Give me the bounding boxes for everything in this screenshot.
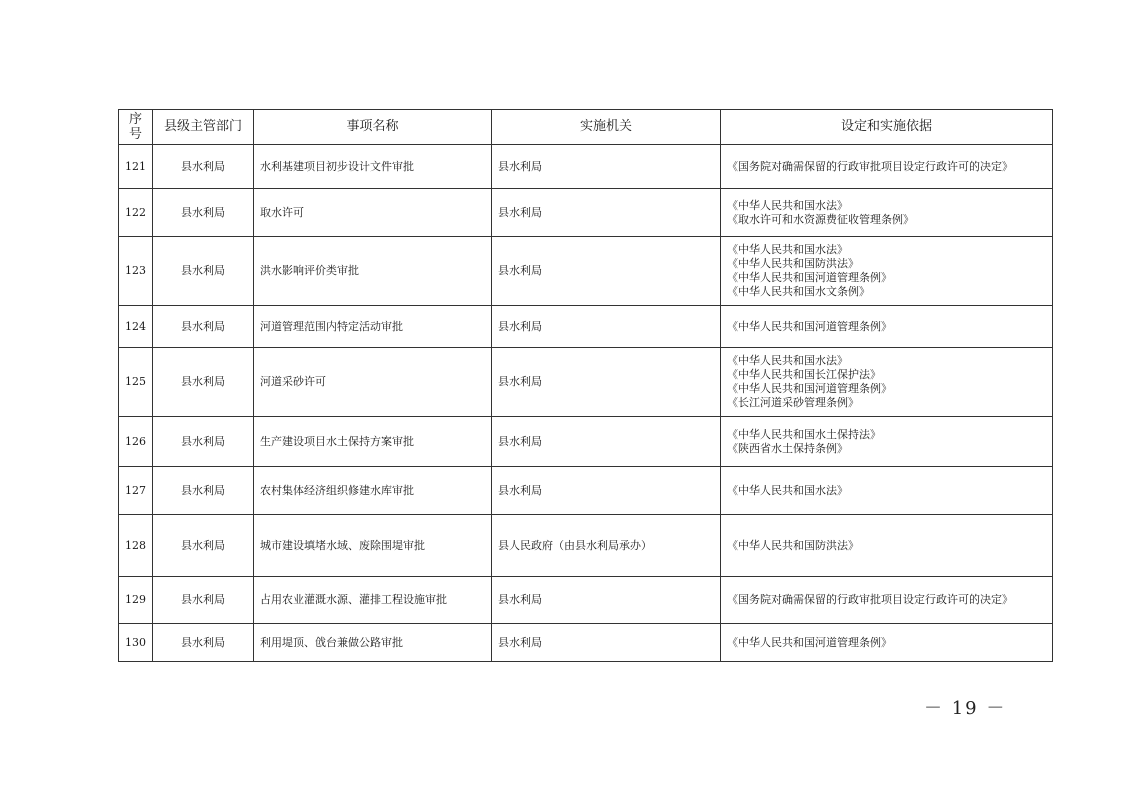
cell-item: 取水许可 — [254, 189, 492, 237]
header-item: 事项名称 — [254, 110, 492, 145]
cell-item: 农村集体经济组织修建水库审批 — [254, 467, 492, 515]
table-row — [119, 306, 1053, 348]
cell-basis — [721, 348, 1053, 417]
basis-line: 《中华人民共和国河道管理条例》 — [727, 635, 892, 649]
cell-dept: 县水利局 — [153, 624, 254, 662]
cell-agency: 县水利局 — [492, 189, 721, 237]
cell-item: 城市建设填堵水域、废除围堤审批 — [254, 515, 492, 577]
cell-seq: 123 — [119, 237, 153, 306]
basis-line: 《中华人民共和国防洪法》 — [727, 257, 859, 270]
cell-agency: 县人民政府（由县水利局承办） — [492, 515, 721, 577]
basis-line: 《中华人民共和国水法》 — [727, 198, 848, 212]
cell-seq: 130 — [119, 624, 153, 662]
basis-line: 《中华人民共和国水法》 — [727, 483, 848, 497]
cell-agency: 县水利局 — [492, 237, 721, 306]
header-seq-line1: 序 — [128, 112, 142, 127]
cell-basis — [721, 306, 1053, 348]
cell-item: 占用农业灌溉水源、灌排工程设施审批 — [254, 577, 492, 624]
basis-line: 《中华人民共和国河道管理条例》 — [727, 319, 892, 333]
table-row — [119, 467, 1053, 515]
cell-agency: 县水利局 — [492, 145, 721, 189]
approval-items-table — [118, 109, 1053, 662]
table-row — [119, 189, 1053, 237]
header-seq-line2: 号 — [128, 127, 142, 142]
cell-agency: 县水利局 — [492, 467, 721, 515]
table-header-row — [119, 110, 1053, 145]
table-row — [119, 348, 1053, 417]
basis-line: 《中华人民共和国河道管理条例》 — [727, 271, 892, 284]
cell-dept: 县水利局 — [153, 348, 254, 417]
cell-seq: 125 — [119, 348, 153, 417]
cell-basis — [721, 145, 1053, 189]
cell-agency: 县水利局 — [492, 306, 721, 348]
cell-basis — [721, 515, 1053, 577]
table-row — [119, 237, 1053, 306]
cell-dept: 县水利局 — [153, 145, 254, 189]
basis-line: 《中华人民共和国防洪法》 — [727, 538, 859, 552]
cell-dept: 县水利局 — [153, 306, 254, 348]
cell-agency: 县水利局 — [492, 348, 721, 417]
cell-basis — [721, 189, 1053, 237]
cell-agency: 县水利局 — [492, 417, 721, 467]
header-basis: 设定和实施依据 — [721, 110, 1053, 145]
cell-dept: 县水利局 — [153, 515, 254, 577]
basis-line: 《陕西省水土保持条例》 — [727, 441, 848, 455]
cell-basis — [721, 624, 1053, 662]
page-number: － 19 － — [924, 698, 1007, 719]
cell-seq: 122 — [119, 189, 153, 237]
basis-line: 《中华人民共和国河道管理条例》 — [727, 382, 892, 395]
cell-item: 河道管理范围内特定活动审批 — [254, 306, 492, 348]
cell-dept: 县水利局 — [153, 237, 254, 306]
header-agency: 实施机关 — [492, 110, 721, 145]
cell-basis — [721, 417, 1053, 467]
table-row — [119, 145, 1053, 189]
basis-line: 《中华人民共和国长江保护法》 — [727, 368, 881, 381]
cell-dept: 县水利局 — [153, 467, 254, 515]
basis-line: 《中华人民共和国水文条例》 — [727, 285, 870, 298]
cell-seq: 129 — [119, 577, 153, 624]
table-row — [119, 624, 1053, 662]
cell-agency: 县水利局 — [492, 624, 721, 662]
cell-item: 生产建设项目水土保持方案审批 — [254, 417, 492, 467]
basis-line: 《中华人民共和国水法》 — [727, 354, 848, 367]
header-seq — [119, 110, 153, 145]
cell-item: 利用堤顶、戗台兼做公路审批 — [254, 624, 492, 662]
cell-seq: 127 — [119, 467, 153, 515]
table-row — [119, 417, 1053, 467]
header-dept: 县级主管部门 — [153, 110, 254, 145]
cell-item: 水利基建项目初步设计文件审批 — [254, 145, 492, 189]
cell-seq: 126 — [119, 417, 153, 467]
cell-agency: 县水利局 — [492, 577, 721, 624]
cell-seq: 121 — [119, 145, 153, 189]
basis-line: 《中华人民共和国水土保持法》 — [727, 427, 881, 441]
basis-line: 《国务院对确需保留的行政审批项目设定行政许可的决定》 — [727, 593, 1013, 606]
table-row — [119, 515, 1053, 577]
basis-line: 《长江河道采砂管理条例》 — [727, 396, 859, 409]
cell-seq: 124 — [119, 306, 153, 348]
cell-basis — [721, 467, 1053, 515]
cell-basis — [721, 237, 1053, 306]
table-row — [119, 577, 1053, 624]
cell-basis — [721, 577, 1053, 624]
cell-item: 河道采砂许可 — [254, 348, 492, 417]
cell-seq: 128 — [119, 515, 153, 577]
basis-line: 《国务院对确需保留的行政审批项目设定行政许可的决定》 — [727, 159, 1013, 173]
cell-item: 洪水影响评价类审批 — [254, 237, 492, 306]
basis-line: 《取水许可和水资源费征收管理条例》 — [727, 212, 914, 226]
basis-line: 《中华人民共和国水法》 — [727, 243, 848, 256]
table-body — [119, 145, 1053, 662]
cell-dept: 县水利局 — [153, 189, 254, 237]
cell-dept: 县水利局 — [153, 577, 254, 624]
cell-dept: 县水利局 — [153, 417, 254, 467]
